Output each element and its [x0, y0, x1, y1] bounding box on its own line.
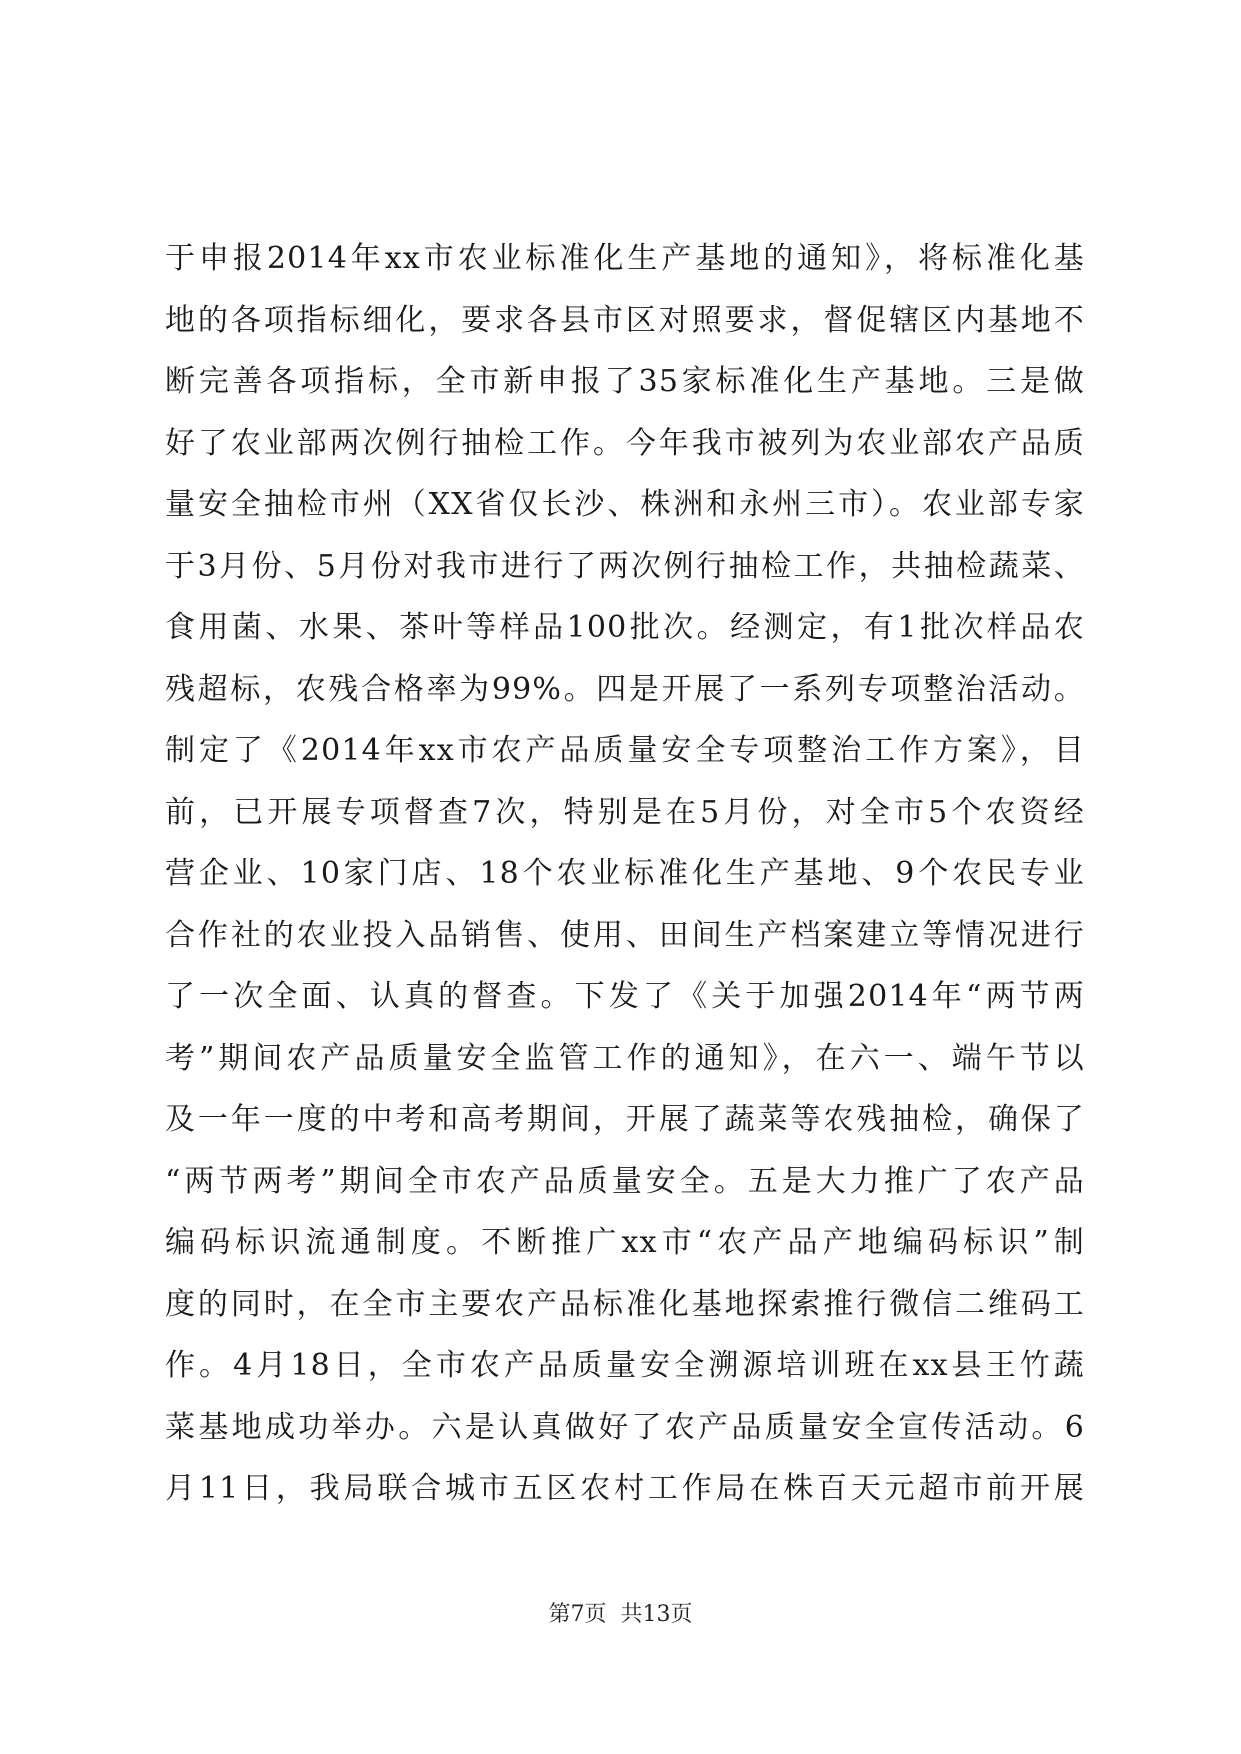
text-line: 残超标，农残合格率为99%。四是开展了一系列专项整治活动。: [165, 671, 1085, 707]
text-line: 作。4月18日，全市农产品质量安全溯源培训班在xx县王竹蔬: [165, 1348, 1085, 1383]
text-line: 合作社的农业投入品销售、使用、田间生产档案建立等情况进行: [165, 917, 1085, 953]
page-number: 第7页: [548, 1602, 607, 1627]
text-line: 好了农业部两次例行抽检工作。今年我市被列为农业部农产品质: [165, 425, 1085, 461]
text-line: 及一年一度的中考和高考期间，开展了蔬菜等农残抽检，确保了: [165, 1102, 1085, 1137]
text-line: “两节两考”期间全市农产品质量安全。五是大力推广了农产品: [165, 1163, 1085, 1199]
text-line: 于申报2014年xx市农业标准化生产基地的通知》，将标准化基: [165, 241, 1085, 276]
page-footer: [0, 1600, 1241, 1630]
text-line: 考”期间农产品质量安全监管工作的通知》，在六一、端午节以: [165, 1040, 1085, 1076]
text-line: 食用菌、水果、茶叶等样品100批次。经测定，有1批次样品农: [165, 610, 1085, 645]
text-line: 度的同时，在全市主要农产品标准化基地探索推行微信二维码工: [165, 1286, 1085, 1322]
text-line: 量安全抽检市州（XX省仅长沙、株洲和永州三市）。农业部专家: [165, 487, 1085, 522]
text-line: 编码标识流通制度。不断推广xx市“农产品产地编码标识”制: [165, 1225, 1085, 1260]
text-line: 地的各项指标细化，要求各县市区对照要求，督促辖区内基地不: [165, 302, 1085, 338]
text-line: 制定了《2014年xx市农产品质量安全专项整治工作方案》，目: [165, 733, 1085, 768]
text-line: 前，已开展专项督查7次，特别是在5月份，对全市5个农资经: [165, 794, 1085, 830]
body-text: [165, 228, 1085, 1520]
text-line: 菜基地成功举办。六是认真做好了农产品质量安全宣传活动。6: [165, 1409, 1085, 1445]
text-line: 月11日，我局联合城市五区农村工作局在株百天元超市前开展: [165, 1471, 1085, 1506]
page-total: 共13页: [620, 1602, 693, 1627]
text-line: 营企业、10家门店、18个农业标准化生产基地、9个农民专业: [165, 856, 1085, 891]
text-line: 于3月份、5月份对我市进行了两次例行抽检工作，共抽检蔬菜、: [165, 548, 1085, 584]
text-line: 了一次全面、认真的督查。下发了《关于加强2014年“两节两: [165, 979, 1085, 1014]
text-line: 断完善各项指标，全市新申报了35家标准化生产基地。三是做: [165, 364, 1085, 399]
